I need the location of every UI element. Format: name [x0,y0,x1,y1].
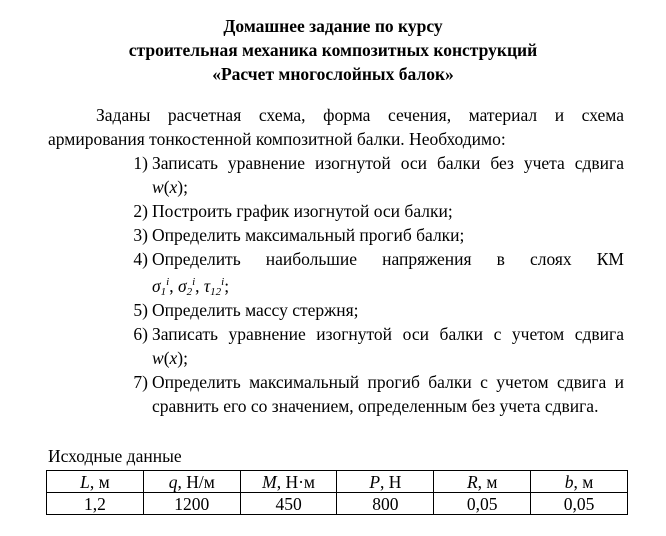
title-line-2: строительная механика композитных конструкций [128,40,538,60]
table-header-cell: M, Н·м [240,471,337,493]
task-number: 1) [133,153,148,173]
task-formula: w(x); [152,177,188,197]
table-header-cell: L, м [47,471,144,493]
formula-var: w [152,177,164,197]
task-number: 7) [133,372,148,392]
task-number: 6) [133,324,148,344]
initial-data-table [46,470,628,515]
task-text: Определить максимальный прогиб балки; [152,225,465,245]
formula-arg: x [169,348,178,368]
intro-line-1: Заданы расчетная схема, форма сечения, материал и схема [96,105,624,125]
task-number: 3) [133,225,148,245]
table-cell: 0,05 [434,493,531,515]
table-header-cell: q, Н/м [143,471,240,493]
task-text: Записать уравнение изогнутой оси балки без учета сдвига [152,153,624,173]
table-cell: 1200 [143,493,240,515]
task-number: 2) [133,201,148,221]
title-line-1: Домашнее задание по курсу [223,16,443,36]
title-line-3: «Расчет многослойных балок» [212,64,454,84]
formula-var: w [152,348,164,368]
task-text: Записать уравнение изогнутой оси балки с учетом сдвига [152,324,624,344]
task-text: Определить наибольшие напряжения в слоях КМ [152,249,624,269]
table-cell: 0,05 [531,493,628,515]
table-header-cell: P, Н [337,471,434,493]
table-row [47,493,628,515]
task-text: Определить массу стержня; [152,300,359,320]
table-caption: Исходные данные [48,446,182,466]
task-text-continued: сравнить его со значением, определенным без учета сдвига. [152,396,599,416]
task-number: 5) [133,300,148,320]
table-cell: 800 [337,493,434,515]
table-cell: 1,2 [47,493,144,515]
table-cell: 450 [240,493,337,515]
task-formula: w(x); [152,348,188,368]
task-formula: $\sigma_1^i$, $\sigma_2^i$, $\tau_{12}^i$; [152,276,230,298]
table-header-row [47,471,628,493]
task-text: Определить максимальный прогиб балки с учетом сдвига и [152,372,624,392]
task-number: 4) [133,249,148,269]
table-header-cell: b, м [531,471,628,493]
task-text: Построить график изогнутой оси балки; [152,201,453,221]
intro-line-2: армирования тонкостенной композитной балки. Необходимо: [48,129,506,149]
table-header-cell: R, м [434,471,531,493]
formula-arg: x [169,177,178,197]
